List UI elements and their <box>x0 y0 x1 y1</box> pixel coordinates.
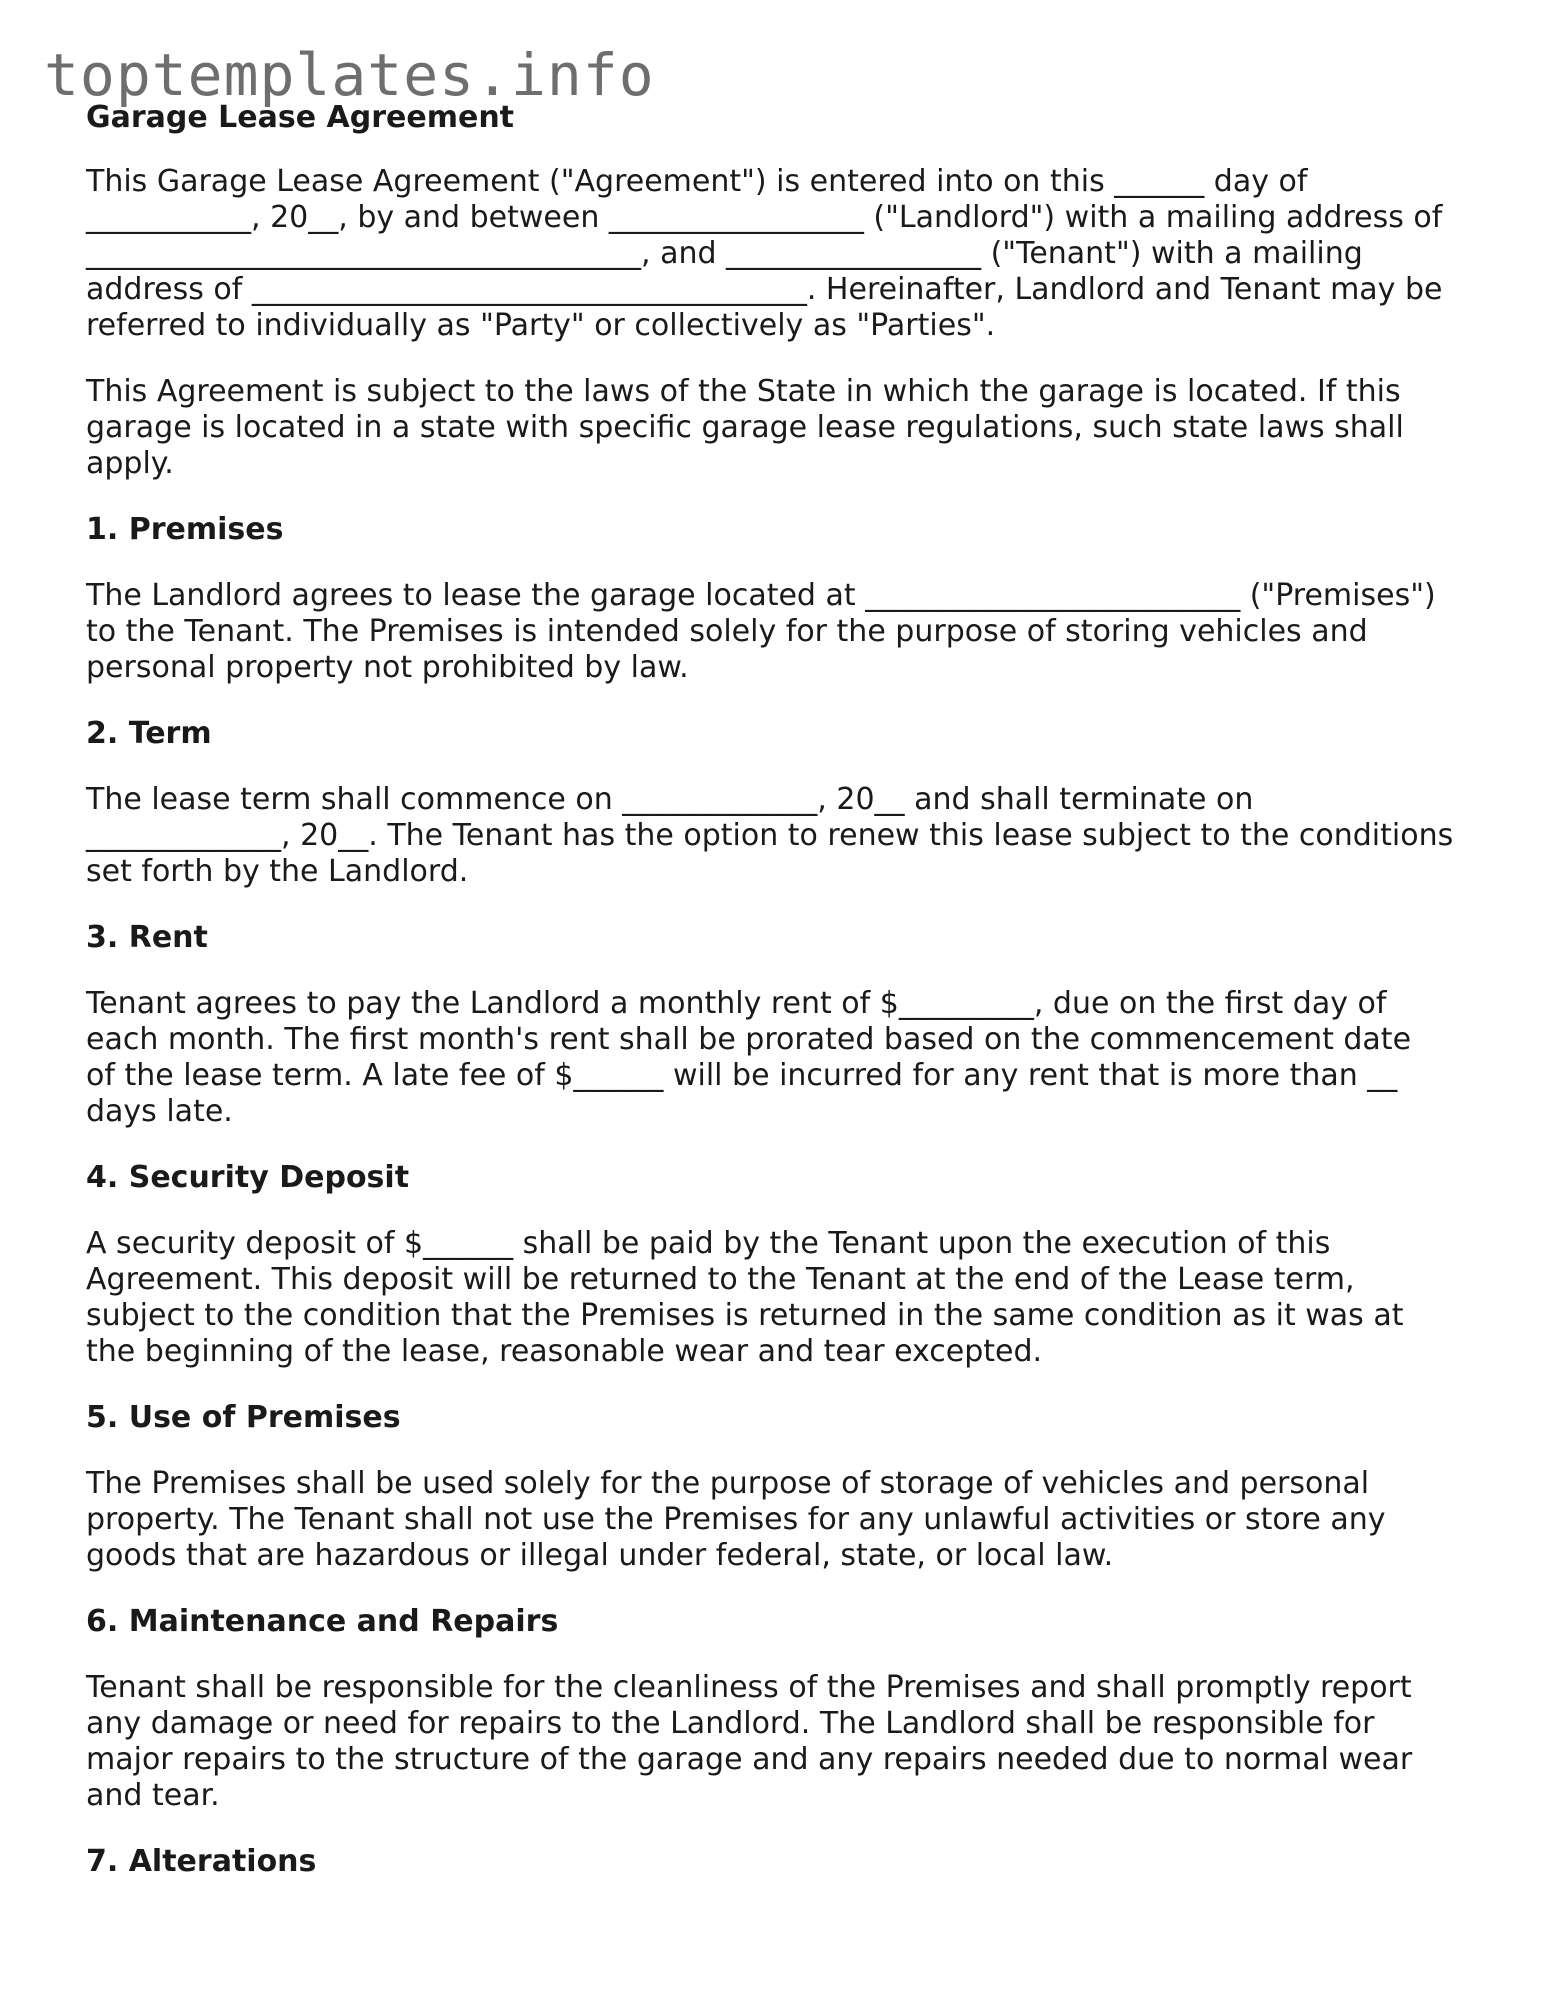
section-text-security-deposit: A security deposit of $______ shall be paid by the Tenant upon the execution of this Agreement. This deposit will be returned to the Tenant at the end of the Lease term, subject to the condition that the Premises is returned in the same condition as it was at the beginning of the lease, reasonable wear and tear excepted. <box>86 1226 1404 1369</box>
section-heading-security-deposit: 4. Security Deposit <box>86 1160 410 1195</box>
document-title: Garage Lease Agreement <box>86 100 515 135</box>
governing-law-paragraph: This Agreement is subject to the laws of the State in which the garage is located. If this garage is located in a state with specific garage lease regulations, such state laws shall apply. <box>86 374 1404 481</box>
section-text-maintenance: Tenant shall be responsible for the cleanliness of the Premises and shall promptly report any damage or need for repairs to the Landlord. The Landlord shall be responsible for major repairs to the structure of the garage and any repairs needed due to normal wear and tear. <box>86 1670 1413 1813</box>
document-body <box>86 98 1486 1910</box>
section-heading-premises: 1. Premises <box>86 512 284 547</box>
section-text-term: The lease term shall commence on _____________, 20__ and shall terminate on _____________, 20__. The Tenant has the option to renew this lease subject to the conditions set forth by the Landlord. <box>86 782 1454 889</box>
section-text-premises: The Landlord agrees to lease the garage located at _________________________ ("Premises") to the Tenant. The Premises is intended solely for the purpose of storing vehicles and personal property not prohibited by law. <box>86 578 1436 685</box>
watermark-text: toptemplates.info <box>44 41 655 109</box>
section-text-use-of-premises: The Premises shall be used solely for the purpose of storage of vehicles and personal property. The Tenant shall not use the Premises for any unlawful activities or store any goods that are hazardous or illegal under federal, state, or local law. <box>86 1466 1386 1573</box>
section-heading-rent: 3. Rent <box>86 920 208 955</box>
section-text-rent: Tenant agrees to pay the Landlord a monthly rent of $_________, due on the first day of each month. The first month's rent shall be prorated based on the commencement date of the lease term. A late fee of $______ will be incurred for any rent that is more than __ days late. <box>86 986 1412 1129</box>
intro-paragraph: This Garage Lease Agreement ("Agreement") is entered into on this ______ day of ___________, 20__, by and between _________________ ("Landlord") with a mailing address of _____________________________________, and _________________ ("Tenant") with a mailing address of _____________________________________. Hereinafter, Landlord and Tenant may be referred to individually as "Party" or collectively as "Parties". <box>86 164 1443 343</box>
section-heading-maintenance: 6. Maintenance and Repairs <box>86 1604 559 1639</box>
section-heading-use-of-premises: 5. Use of Premises <box>86 1400 401 1435</box>
section-heading-term: 2. Term <box>86 716 212 751</box>
section-heading-alterations: 7. Alterations <box>86 1844 317 1879</box>
